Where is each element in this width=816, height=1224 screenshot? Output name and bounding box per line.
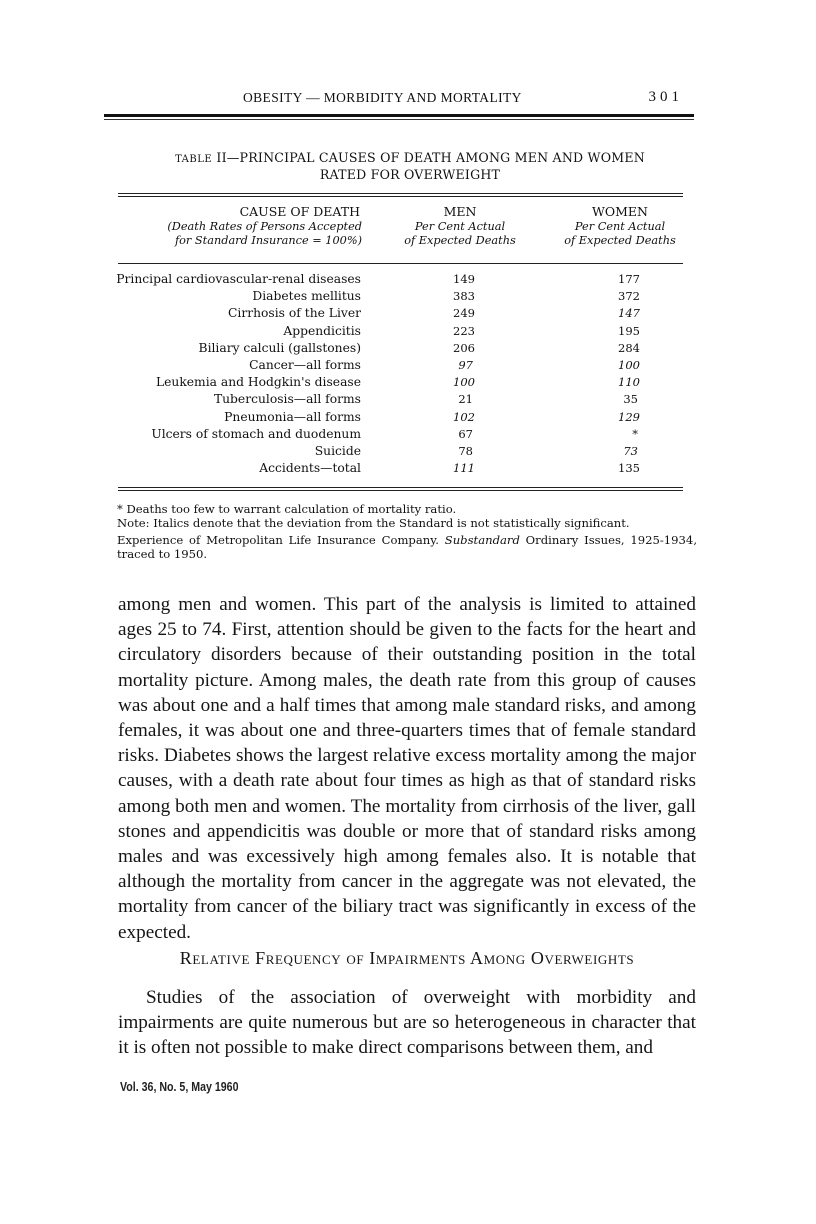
women-cell: 372 <box>618 289 640 304</box>
column-header-cause <box>114 204 362 247</box>
table-row <box>110 426 710 443</box>
table-row <box>110 357 710 374</box>
table-top-rule <box>118 193 683 194</box>
paragraph-text: Studies of the association of overweight with morbidity and impairments are quite numerous but are so heterogeneous in character that it is often not possible to make direct comparisons between them, and <box>118 987 696 1059</box>
column-header-women <box>545 204 695 247</box>
cause-cell: Diabetes mellitus <box>252 289 361 304</box>
women-cell: 147 <box>618 306 640 321</box>
women-cell: 177 <box>618 272 640 286</box>
column-title: CAUSE OF DEATH <box>239 204 360 219</box>
table-source <box>117 534 697 561</box>
table-row <box>110 460 710 477</box>
cause-cell: Tuberculosis—all forms <box>213 392 361 407</box>
body-paragraph-1 <box>118 592 696 945</box>
source-emphasis: Substandard <box>444 533 520 548</box>
column-subtitle: (Death Rates of Persons Accepted <box>167 220 362 233</box>
women-cell: 195 <box>618 323 640 338</box>
table-row <box>110 409 710 426</box>
body-paragraph-2 <box>118 985 696 1061</box>
men-cell: 78 <box>458 443 473 458</box>
table-caption-line-2: RATED FOR OVERWEIGHT <box>319 167 501 182</box>
page-number: 301 <box>648 89 683 105</box>
column-subtitle: of Expected Deaths <box>564 233 676 247</box>
table-caption <box>110 150 710 182</box>
men-cell: 102 <box>453 409 475 424</box>
table-caption-line-1: II—PRINCIPAL CAUSES OF DEATH AMONG MEN AND WOMEN <box>212 150 645 165</box>
table-body <box>110 271 710 477</box>
table-notes <box>117 503 697 561</box>
women-cell: 35 <box>623 392 638 407</box>
table-header-rule <box>118 263 683 264</box>
men-cell: 383 <box>453 289 475 304</box>
table-bottom-rule-2 <box>118 490 683 491</box>
cause-cell: Biliary calculi (gallstones) <box>198 340 361 355</box>
source-text: Experience of Metropolitan Life Insurance Company. <box>117 533 445 548</box>
table-row <box>110 271 710 288</box>
table-row <box>110 443 710 460</box>
men-cell: 21 <box>458 392 473 407</box>
cause-cell: Appendicitis <box>283 323 361 338</box>
table-top-rule-2 <box>118 196 683 197</box>
column-subtitle: for Standard Insurance = 100%) <box>174 233 362 247</box>
running-title: OBESITY — MORBIDITY AND MORTALITY <box>243 90 522 105</box>
cause-cell: Cirrhosis of the Liver <box>228 306 361 321</box>
women-cell: 284 <box>618 340 640 355</box>
men-cell: 97 <box>458 357 473 372</box>
header-rule-thick <box>104 114 694 117</box>
source-text-end: Ordinary Issues, 1925-1934, traced to 1950. <box>117 533 697 561</box>
header-rule-thin <box>104 119 694 120</box>
women-cell: 129 <box>618 409 640 424</box>
column-subtitle: of Expected Deaths <box>404 233 516 247</box>
footnote-italics-note: Note: Italics denote that the deviation from the Standard is not statistically significant. <box>117 515 630 530</box>
men-cell: 249 <box>453 306 475 321</box>
footnote-asterisk: * Deaths too few to warrant calculation of mortality ratio. <box>117 502 457 516</box>
women-cell: 110 <box>618 375 640 390</box>
column-title: MEN <box>443 204 477 219</box>
cause-cell: Principal cardiovascular-renal diseases <box>116 272 361 286</box>
cause-cell: Leukemia and Hodgkin's disease <box>155 375 361 390</box>
column-subtitle: Per Cent Actual <box>574 220 666 233</box>
table-row <box>110 323 710 340</box>
table-row <box>110 391 710 408</box>
table-row <box>110 340 710 357</box>
cause-cell: Ulcers of stomach and duodenum <box>151 426 361 441</box>
women-cell: 100 <box>618 357 640 372</box>
women-cell: 73 <box>623 443 638 458</box>
table-bottom-rule <box>118 487 683 488</box>
table-row <box>110 288 710 305</box>
men-cell: 149 <box>453 272 475 286</box>
footer-citation: Vol. 36, No. 5, May 1960 <box>120 1080 239 1094</box>
section-heading: Relative Frequency of Impairments Among Overweights <box>179 948 635 968</box>
table-caption-prefix: TABLE <box>175 154 213 165</box>
column-header-men <box>380 204 540 247</box>
men-cell: 223 <box>453 323 475 338</box>
men-cell: 67 <box>458 426 473 441</box>
men-cell: 206 <box>453 340 475 355</box>
column-subtitle: Per Cent Actual <box>414 220 506 233</box>
cause-cell: Pneumonia—all forms <box>224 409 361 424</box>
cause-cell: Accidents—total <box>259 461 361 476</box>
men-cell: 100 <box>453 375 475 390</box>
column-title: WOMEN <box>592 204 648 219</box>
cause-cell: Suicide <box>314 443 361 458</box>
table-row <box>110 305 710 322</box>
women-cell: * <box>632 426 638 441</box>
women-cell: 135 <box>618 461 640 476</box>
cause-cell: Cancer—all forms <box>249 357 361 372</box>
running-head <box>103 90 693 110</box>
table-row <box>110 374 710 391</box>
men-cell: 111 <box>453 461 475 476</box>
paragraph-text: among men and women. This part of the analysis is limited to attained ages 25 to 74. First, attention should be given to the facts for the heart and circulatory disorders because of their outstanding position in the total mortality picture. Among males, the death rate from this group of causes was about one and a half times that among male standard risks, and among females, it was about one and three-quarters times that of female standard risks. Diabetes shows the largest relative excess mortality among the major causes, with a death rate about four times as high as that of standard risks among both men and women. The mortality from cirrhosis of the liver, gall stones and appendicitis was double or more that of standard risks among males and was excessively high among females also. It is notable that although the mortality from cancer in the aggregate was not elevated, the mortality from cancer of the biliary tract was significantly in excess of the expected. <box>118 594 696 943</box>
